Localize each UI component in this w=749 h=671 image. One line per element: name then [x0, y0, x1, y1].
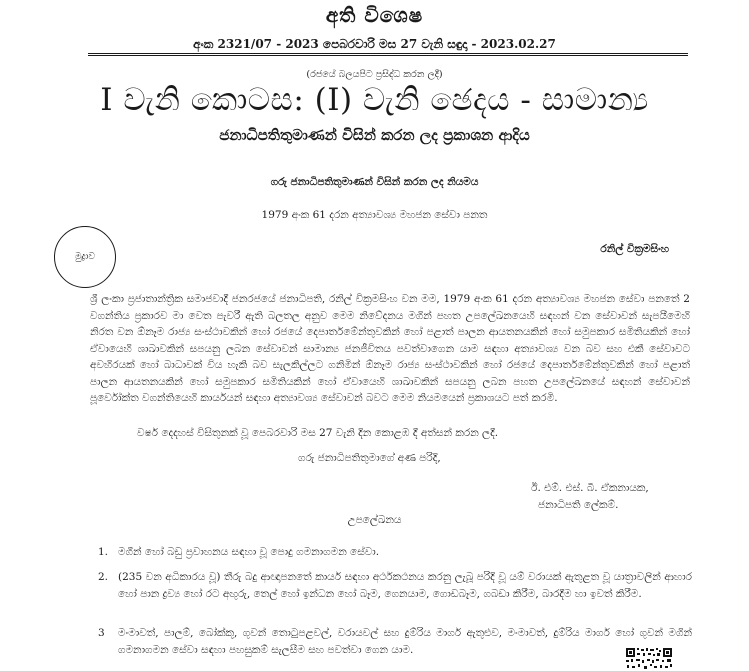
section-subheading: ජනාධිපතිතුමාණන් විසින් කරන ලද ප්‍රකාශන ආදිය — [219, 126, 530, 144]
schedule-item-text: මංමාවත්, පාලම්, බෝක්කු, ගුවන් තොටුපළවල්, වරායවල් සහ දුම්රිය මාර්ග ඇතුළුව, මංමාවත්, දුම්රිය මාර්ග හෝ ගුවන් මගින් ගමනාගමන සේවා සඳහා පහසුකම් සැලසීම සහ පවත්වා ගෙන යාම. — [118, 627, 692, 656]
qr-code-icon — [625, 647, 673, 671]
schedule-item-number: 3 — [98, 627, 105, 639]
schedule-item — [98, 544, 692, 561]
schedule-item-text: (235 වන අධිකාරය වූ) තීරු බදු ආඥාපනතේ කාර්ය සඳහා අර්ථකථනය කරනු ලැබූ පරිදි වූ යම් වරායක් ඇතුළත වූ යාත්‍රාවලින් ආහාර හෝ පාන ද්‍රව්‍ය හෝ රට අඟුරු, තෙල් හෝ ඉන්ධන හෝ බෑම, ගෙනයාම, ගොඩබෑම, ගබඩා කිරීම, බාරදීම හා ඉවත් කිරීම. — [118, 571, 692, 600]
schedule-item — [98, 569, 692, 602]
schedule-item — [98, 625, 692, 658]
header-rule — [88, 53, 688, 56]
act-title: 1979 අංක 61 දරන අත්‍යාවශ්‍ය මහජන සේවා පනත — [261, 209, 488, 221]
signer-name-top: රනිල් වික්‍රමසිංහ — [600, 243, 669, 255]
by-command-line: ගරු ජනාධිපතිතුමාගේ අණ පරිදි, — [298, 452, 441, 464]
schedule-item-number: 1. — [98, 546, 109, 558]
schedule-item-text: මගීන් හෝ බඩු ප්‍රවාහනය සඳහා වූ පොදු ගමනාගමන සේවා. — [118, 546, 380, 558]
seal-label: මුද්‍රාව — [75, 252, 95, 262]
given-at-line: වර්ෂ දෙදහස් විසිතුනක් වූ පෙබරවාරි මස 27 වැනි දින කොළඹ දී අත්සන් කරන ලදී. — [137, 427, 499, 439]
secretary-name: ඊ. එම්. එස්. බී. ඒකනායක, — [531, 482, 649, 494]
authority-line: (රජයේ බලයපිට ප්‍රසිද්ධ කරන ලදී) — [306, 69, 443, 80]
schedule-heading: උපලේඛනය — [347, 514, 402, 526]
gazette-title: අති විශෙෂ — [325, 3, 424, 27]
schedule-item-number: 2. — [98, 571, 109, 583]
proclamation-body: ශ්‍රී ලංකා ප්‍රජාතාන්ත්‍රික සමාජවාදී ජනරජයේ ජනාධිපති, රනිල් වික්‍රමසිංහ වන මම, 1979 අංක 61 දරන අත්‍යාවශ්‍ය මහජන සේවා පනතේ 2 වගන්තිය ප්‍රකාරව මා වෙත පැවරී ඇති බලතල අනුව මෙම නිවේදනය මගින් පහත උපලේඛනයෙහි සඳහන් වන සේවාවන් සැපයීමෙහි නිරත වන ඕනෑම රාජ්‍ය සංස්ථාවකින් හෝ රජයේ දෙපාර්තමේන්තුවකින් හෝ පළාත් පාලන ආයතනයකින් හෝ සමුපකාර සමිතියකින් හෝ ඒවායෙහි ශාඛාවකින් සපයනු ලබන සේවාවන් සාමාන්‍ය ජනජීවිතය පවත්වාගෙන යාම සඳහා අත්‍යාවශ්‍ය වන බව සහ එකී සේවාවට අවහිරයක් හෝ බාධාවක් විය හැකි බව සැලකිල්ලට ගනිමින් ඕනෑම රාජ්‍ය සංස්ථාවකින් හෝ රජයේ දෙපාර්තමේන්තුවකින් හෝ පළාත් පාලන ආයතනයකින් හෝ සමුපකාර සමිතියකින් හෝ ඒවායෙහි ශාඛාවකින් සපයනු ලබන පහත උපලේඛනයේ සඳහන් සේවාවන් පූර්වෝක්ත වගන්තියෙහි කාර්යයන් සඳහා අත්‍යාවශ්‍ය සේවාවන් බවට මෙම නියමයෙන් ප්‍රකාශයට පත් කරමි. — [90, 293, 690, 404]
seal-circle — [54, 226, 116, 288]
secretary-title: ජනාධිපති ලේකම්. — [538, 499, 619, 511]
part-title: I වැනි කොටස: (I) වැනි ඡෙදය - සාමාන්‍ය — [100, 82, 649, 118]
gazette-number-date: අංක 2321/07 - 2023 පෙබරවාරි මස 27 වැනි සඳුදා - 2023.02.27 — [193, 37, 556, 51]
regulation-heading: ගරු ජනාධිපතිතුමාණන් විසින් කරන ලද නියමය — [270, 176, 479, 188]
